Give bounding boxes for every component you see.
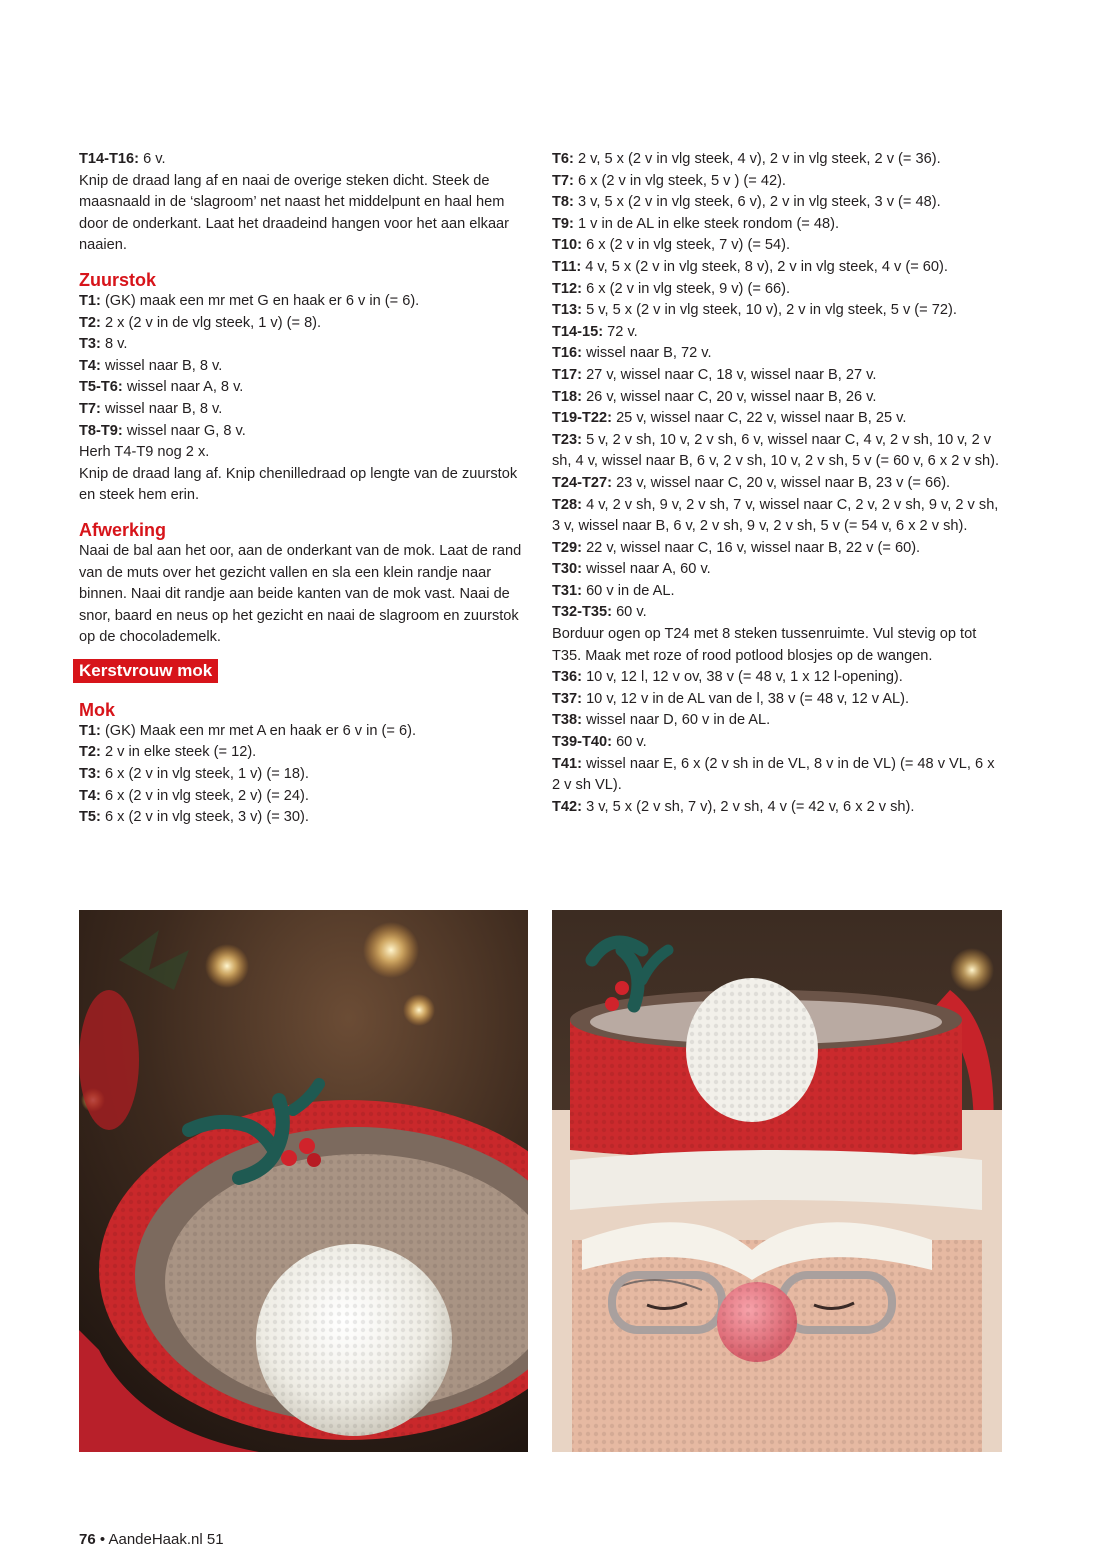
instruction-line: T8: 3 v, 5 x (2 v in vlg steek, 6 v), 2 v in vlg steek, 3 v (= 48).: [552, 194, 941, 211]
section-heading-zuurstok: Zuurstok: [79, 269, 157, 290]
instruction-line: T29: 22 v, wissel naar C, 16 v, wissel naar B, 22 v (= 60).: [552, 539, 921, 556]
instruction-line: T12: 6 x (2 v in vlg steek, 9 v) (= 66).: [552, 280, 791, 297]
instruction-line: T23: 5 v, 2 v sh, 10 v, 2 v sh, 6 v, wissel naar C, 4 v, 2 v sh, 10 v, 2 v sh, 4 v, wissel naar B, 6 v, 2 v sh, 10 v, 2 v sh, 5 v (= 60 v, 6 x 2 v sh).: [552, 431, 1000, 470]
instruction-line: T3: 8 v.: [79, 336, 128, 353]
instruction-line: T11: 4 v, 5 x (2 v in vlg steek, 8 v), 2 v in vlg steek, 4 v (= 60).: [552, 258, 948, 275]
instruction-line: T1: (GK) maak een mr met G en haak er 6 v in (= 6).: [79, 292, 420, 309]
instruction-line: T14-T16: 6 v.: [79, 151, 166, 167]
instruction-line: T14-15: 72 v.: [552, 323, 638, 340]
instruction-line: T2: 2 x (2 v in de vlg steek, 1 v) (= 8).: [79, 314, 322, 331]
instruction-line: T36: 10 v, 12 l, 12 v ov, 38 v (= 48 v, 1 x 12 l-opening).: [552, 669, 903, 686]
mok-block: [79, 721, 527, 829]
section-banner: Kerstvrouw mok: [73, 659, 218, 683]
instruction-line: T4: wissel naar B, 8 v.: [79, 357, 223, 374]
instruction-line: T7: wissel naar B, 8 v.: [79, 400, 223, 417]
instruction-line: T37: 10 v, 12 v in de AL van de l, 38 v (= 48 v, 12 v AL).: [552, 690, 910, 707]
instruction-line: T18: 26 v, wissel naar C, 20 v, wissel naar B, 26 v.: [552, 388, 877, 405]
instruction-line: Knip de draad lang af en naai de overige steken dicht. Steek de maasnaald in de ‘slagroom’ net naast het middelpunt en haal hem door de onderkant. Laat het draadeind hangen voor het aan elkaar naaien.: [79, 172, 510, 254]
magazine-name: AandeHaak.nl 51: [108, 1531, 224, 1548]
page-number: 76: [79, 1531, 96, 1548]
instruction-line: Knip de draad lang af. Knip chenilledraad op lengte van de zuurstok en steek hem erin.: [79, 465, 518, 504]
instruction-line: Naai de bal aan het oor, aan de onderkant van de mok. Laat de rand van de muts over het gezicht vallen en sla een klein randje naar binnen. Naai dit randje aan beide kanten van de mok vast. Naai de snor, baard en neus op het gezicht en naai de slagroom en zuurstok op de chocolademelk.: [79, 542, 522, 646]
instruction-line: T5-T6: wissel naar A, 8 v.: [79, 379, 244, 396]
instruction-line: T1: (GK) Maak een mr met A en haak er 6 v in (= 6).: [79, 722, 417, 739]
instruction-line: T39-T40: 60 v.: [552, 734, 647, 751]
intro-block: [79, 149, 527, 257]
instruction-line: T10: 6 x (2 v in vlg steek, 7 v) (= 54).: [552, 237, 791, 254]
footer-bullet: •: [99, 1531, 106, 1548]
instruction-line: T2: 2 v in elke steek (= 12).: [79, 744, 257, 761]
instruction-line: Borduur ogen op T24 met 8 steken tussenruimte. Vul stevig op tot T35. Maak met roze of rood potlood blosjes op de wangen.: [552, 626, 977, 664]
section-heading-mok: Mok: [79, 699, 115, 720]
instruction-line: T4: 6 x (2 v in vlg steek, 2 v) (= 24).: [79, 787, 309, 804]
zuurstok-block: [79, 291, 527, 507]
instruction-line: T17: 27 v, wissel naar C, 18 v, wissel naar B, 27 v.: [552, 366, 877, 383]
instruction-line: T7: 6 x (2 v in vlg steek, 5 v ) (= 42).: [552, 172, 786, 189]
instruction-line: T5: 6 x (2 v in vlg steek, 3 v) (= 30).: [79, 809, 309, 826]
instruction-line: Herh T4-T9 nog 2 x.: [79, 444, 210, 461]
instruction-line: T13: 5 v, 5 x (2 v in vlg steek, 10 v), 2 v in vlg steek, 5 v (= 72).: [552, 302, 957, 319]
instruction-line: T9: 1 v in de AL in elke steek rondom (= 48).: [552, 215, 840, 232]
instruction-line: T32-T35: 60 v.: [552, 604, 647, 621]
instruction-line: T41: wissel naar E, 6 x (2 v sh in de VL, 8 v in de VL) (= 48 v VL, 6 x 2 v sh VL).: [552, 755, 995, 794]
page-footer: [79, 1530, 224, 1550]
instruction-line: T3: 6 x (2 v in vlg steek, 1 v) (= 18).: [79, 766, 309, 783]
instruction-line: T30: wissel naar A, 60 v.: [552, 561, 711, 578]
right-column: [552, 149, 1004, 818]
instruction-line: T16: wissel naar B, 72 v.: [552, 345, 712, 362]
instruction-line: T42: 3 v, 5 x (2 v sh, 7 v), 2 v sh, 4 v (= 42 v, 6 x 2 v sh).: [552, 798, 915, 815]
instruction-line: T6: 2 v, 5 x (2 v in vlg steek, 4 v), 2 v in vlg steek, 2 v (= 36).: [552, 151, 941, 167]
instruction-line: T8-T9: wissel naar G, 8 v.: [79, 422, 246, 439]
photo-santa-mug: [552, 910, 1002, 1452]
instruction-line: T38: wissel naar D, 60 v in de AL.: [552, 712, 771, 729]
instruction-line: T19-T22: 25 v, wissel naar C, 22 v, wissel naar B, 25 v.: [552, 410, 907, 427]
instruction-line: T28: 4 v, 2 v sh, 9 v, 2 v sh, 7 v, wissel naar C, 2 v, 2 v sh, 9 v, 2 v sh, 3 v, wissel naar B, 6 v, 2 v sh, 9 v, 2 v sh, 5 v (= 54 v, 6 x 2 v sh).: [552, 496, 999, 535]
instruction-line: T24-T27: 23 v, wissel naar C, 20 v, wissel naar B, 23 v (= 66).: [552, 474, 951, 491]
afwerking-block: [79, 541, 527, 649]
left-column: [79, 149, 527, 829]
photo-mug-top: [79, 910, 528, 1452]
instruction-line: T31: 60 v in de AL.: [552, 582, 675, 599]
section-heading-afwerking: Afwerking: [79, 519, 167, 540]
